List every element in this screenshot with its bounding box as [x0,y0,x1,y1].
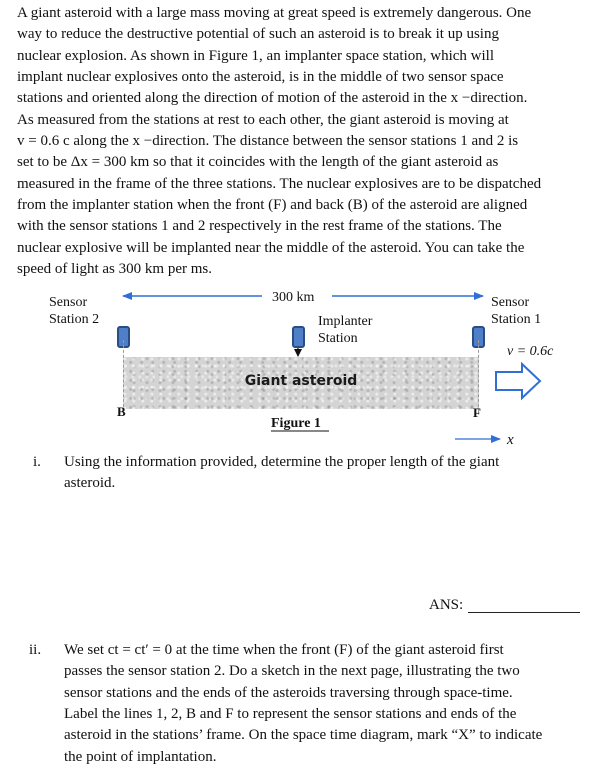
velocity-arrow-icon [496,364,540,398]
intro-line: As measured from the stations at rest to each other, the giant asteroid is moving at [17,111,509,128]
question-line: asteroid in the stations’ frame. On the space time diagram, mark “X” to indicate [64,727,543,744]
intro-line: way to reduce the destructive potential of such an asteroid is to break it up using [17,26,499,43]
question-number: i. [33,454,41,470]
back-label: B [117,404,126,419]
intro-line: A giant asteroid with a large mass moving at great speed is extremely dangerous. One [17,5,532,21]
implanter-station-label [318,313,372,347]
intro-line: set to be Δx = 300 km so that it coincides with the length of the giant asteroid as [17,154,499,171]
implanter-station-icon [292,326,305,348]
answer-label: ANS: [429,597,464,613]
figure-caption: Figure 1 [271,416,321,431]
intro-line: stations and oriented along the direction of motion of the asteroid in the x −direction. [17,90,528,107]
question-line: Label the lines 1, 2, B and F to represent the sensor stations and ends of the [64,706,517,723]
answer-blank[interactable] [468,612,580,613]
x-axis-label: x [507,432,514,448]
question-text [64,452,580,495]
question-line: the point of implantation. [64,748,217,765]
velocity-label: v = 0.6c [507,344,554,359]
intro-line: v = 0.6 c along the x −direction. The distance between the sensor stations 1 and 2 is [17,133,519,150]
asteroid-label: Giant asteroid [244,373,358,389]
intro-line: nuclear explosive will be implanted near the middle of the asteroid. You can take the [17,239,525,256]
intro-line: nuclear explosion. As shown in Figure 1, an implanter space station, which will [17,47,494,64]
sensor2-label-line2: Station 2 [49,312,100,327]
front-label: F [473,405,481,420]
intro-line: implant nuclear explosives onto the asteroid, is in the middle of two sensor space [17,69,504,86]
question-line: Using the information provided, determine the proper length of the giant [64,454,500,470]
intro-line: from the implanter station when the front (F) and back (B) of the asteroid are aligned [17,197,528,214]
question-line: asteroid. [64,475,116,492]
question-number: ii. [29,642,42,658]
sensor2-label-line1: Sensor [49,295,88,310]
implanter-label-line1: Implanter [318,314,373,329]
implanter-label-line2: Station [318,331,358,346]
sensor1-label-line2: Station 1 [491,312,542,327]
question-text [64,640,580,768]
sensor-station-1-label [491,294,541,328]
question-line: We set ct = ct′ = 0 at the time when the front (F) of the giant asteroid first [64,642,504,658]
intro-line: measured in the frame of the three stations. The nuclear explosives are to be dispatched [17,175,542,192]
question-line: passes the sensor station 2. Do a sketch in the next page, illustrating the two [64,663,520,680]
sensor-station-2-label [49,294,99,328]
distance-label: 300 km [272,290,315,305]
intro-line: with the sensor stations 1 and 2 respectively in the rest frame of the stations. The [17,218,502,235]
sensor1-label-line1: Sensor [491,295,530,310]
question-line: sensor stations and the ends of the asteroids traversing through space-time. [64,684,513,701]
intro-line: speed of light as 300 km per ms. [17,261,212,278]
